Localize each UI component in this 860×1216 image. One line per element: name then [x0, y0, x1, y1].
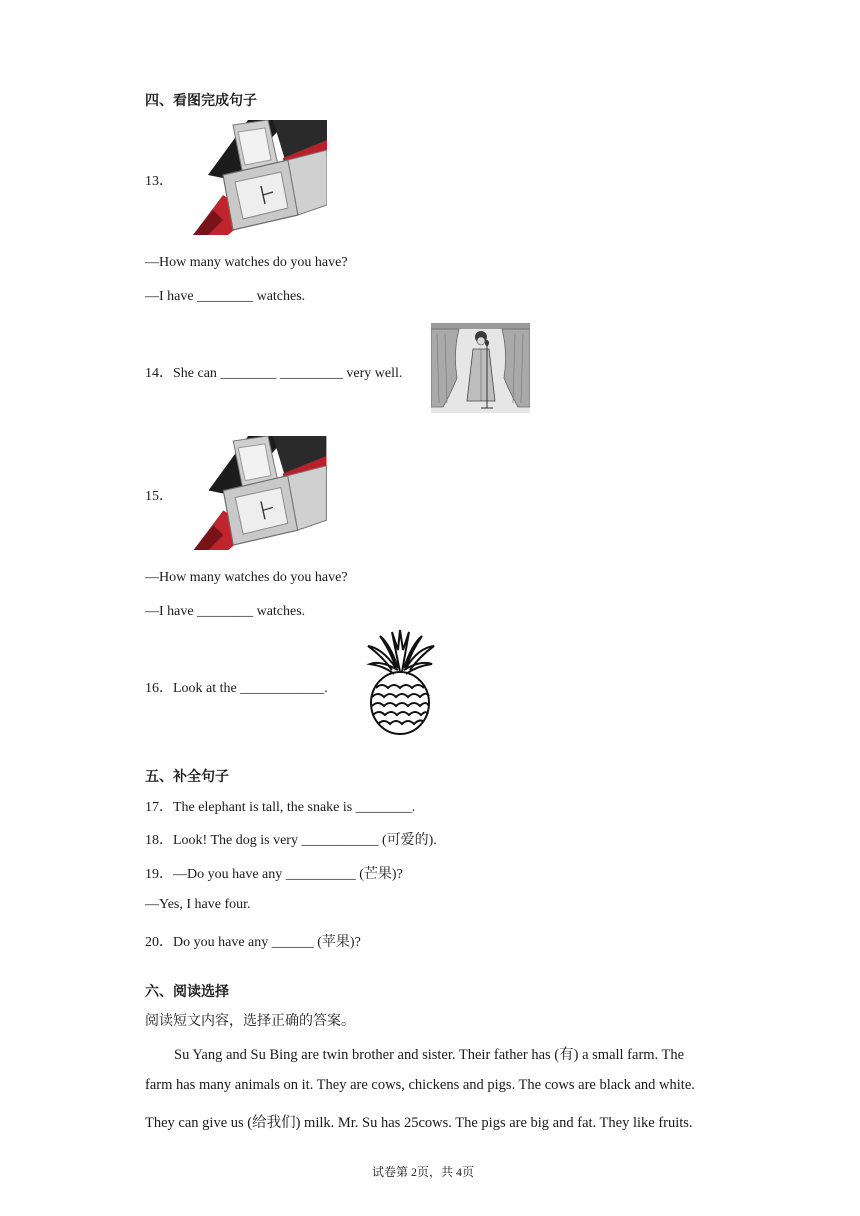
- section-4-title: 四、看图完成句子: [145, 93, 257, 109]
- singer-on-stage-image: [431, 323, 530, 413]
- pineapple-drawing: [362, 630, 438, 736]
- section-6-title: 六、阅读选择: [145, 984, 229, 1000]
- question-16: 16．Look at the ____________.: [145, 681, 328, 696]
- question-13-number: 13．: [145, 174, 173, 189]
- question-13-prompt: —How many watches do you have?: [145, 255, 348, 270]
- passage-line-3: They can give us (给我们) milk. Mr. Su has 25cows. The pigs are big and fat. They like fruits.: [145, 1115, 693, 1131]
- section-5-title: 五、补全句子: [145, 769, 229, 785]
- reading-instruction: 阅读短文内容，选择正确的答案。: [145, 1014, 355, 1029]
- question-17: 17．The elephant is tall, the snake is ________.: [145, 800, 416, 815]
- watches-image-2: [193, 436, 327, 550]
- question-14: 14．She can ________ _________ very well.: [145, 366, 403, 381]
- question-19: 19．—Do you have any __________ (芒果)?: [145, 867, 403, 882]
- question-20: 20．Do you have any ______ (苹果)?: [145, 935, 361, 950]
- watches-image: [193, 120, 327, 235]
- question-19-answer: —Yes, I have four.: [145, 897, 251, 912]
- question-13-answer-line: —I have ________ watches.: [145, 289, 306, 304]
- question-15-answer-line: —I have ________ watches.: [145, 604, 306, 619]
- passage-line-1: Su Yang and Su Bing are twin brother and sister. Their father has (有) a small farm. The: [174, 1047, 685, 1063]
- page-footer: 试卷第 2页，共 4页: [372, 1165, 475, 1179]
- passage-line-2: farm has many animals on it. They are cows, chickens and pigs. The cows are black and white.: [145, 1077, 695, 1093]
- question-15-number: 15．: [145, 489, 173, 504]
- question-18: 18．Look! The dog is very ___________ (可爱的).: [145, 833, 437, 848]
- question-15-prompt: —How many watches do you have?: [145, 570, 348, 585]
